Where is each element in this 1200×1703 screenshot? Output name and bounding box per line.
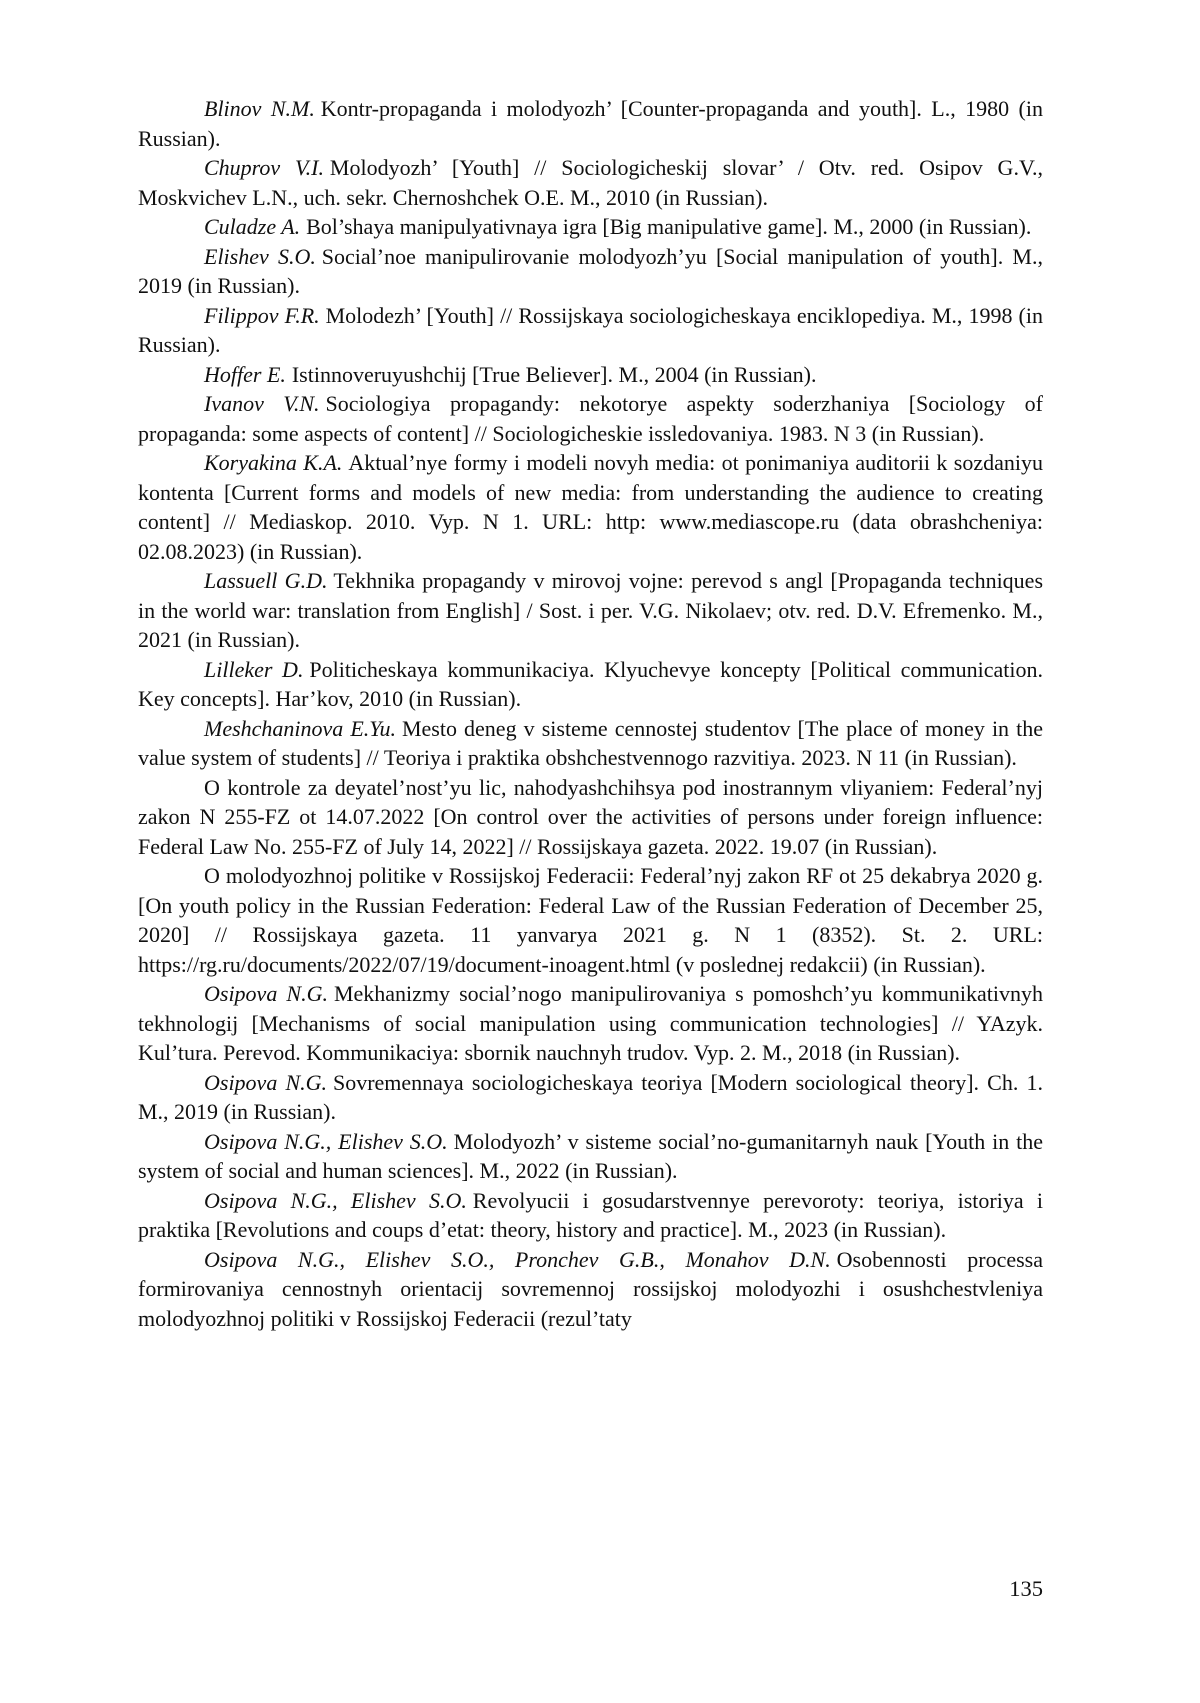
reference-authors: Osipova N.G., Elishev S.O.	[204, 1187, 467, 1213]
reference-entry	[138, 773, 1043, 862]
reference-entry	[138, 1186, 1043, 1245]
reference-authors: Elishev S.O.	[204, 243, 316, 269]
reference-text: O kontrole za deyatel’nost’yu lic, nahodyashchihsya pod inostrannym vliyaniem: Federal’nyj zakon N 255-FZ ot 14.07.2022 [On control over the activities of persons under foreign influence: Federal Law No. 255-FZ of July 14, 2022] // Rossijskaya gazeta. 2022. 19.07 (in Russian).	[138, 774, 1043, 859]
reference-entry	[138, 212, 1043, 242]
reference-text: Sociologiya propagandy: nekotorye aspekty soderzhaniya [Sociology of propaganda: some aspects of content] // Sociologicheskie issledovaniya. 1983. N 3 (in Russian).	[138, 391, 1043, 446]
reference-text: Osobennosti processa formirovaniya cennostnyh orientacij sovremennoj rossijskoj molodyozhi i osushchestvleniya molodyozhnoj politiki v Rossijskoj Federacii (rezul’taty	[138, 1246, 1043, 1331]
reference-entry	[138, 655, 1043, 714]
reference-authors: Chuprov V.I.	[204, 155, 324, 180]
reference-authors: Lilleker D.	[204, 656, 304, 682]
reference-entry	[138, 566, 1043, 655]
reference-entry	[138, 360, 1043, 390]
reference-entry	[138, 714, 1043, 773]
reference-entry	[138, 1068, 1043, 1127]
reference-text: Aktual’nye formy i modeli novyh media: ot ponimaniya auditorii k sozdaniyu kontenta [Current forms and models of new media: from understanding the audience to creating content] // Mediaskop. 2010. Vyp. N 1. URL: http: www.mediascope.ru (data obrashcheniya: 02.08.2023) (in Russian).	[138, 450, 1043, 564]
reference-authors: Osipova N.G.	[204, 981, 328, 1006]
reference-entry	[138, 448, 1043, 566]
reference-text: Molodezh’ [Youth] // Rossijskaya sociologicheskaya enciklopediya. M., 1998 (in Russian).	[138, 302, 1043, 357]
reference-authors: Ivanov V.N.	[204, 391, 320, 416]
reference-authors: Blinov N.M.	[204, 96, 315, 121]
reference-entry	[138, 1127, 1043, 1186]
reference-entry	[138, 301, 1043, 360]
reference-authors: Koryakina K.A.	[204, 450, 343, 475]
reference-authors: Meshchaninova E.Yu.	[204, 715, 397, 741]
reference-text: O molodyozhnoj politike v Rossijskoj Federacii: Federal’nyj zakon RF ot 25 dekabrya 2020 g. [On youth policy in the Russian Federation: Federal Law of the Russian Federation of December 25, 2020] // Rossijskaya gazeta. 11 yanvarya 2021 g. N 1 (8352). St. 2. URL: https://rg.ru/documents/2022/07/19/document-inoagent.html (v poslednej redakcii) (in Russian).	[138, 863, 1043, 977]
reference-text: Mesto deneg v sisteme cennostej studentov [The place of money in the value system of students] // Teoriya i praktika obshchestvennogo razvitiya. 2023. N 11 (in Russian).	[138, 715, 1044, 770]
page-number: 135	[1009, 1576, 1043, 1601]
reference-authors: Filippov F.R.	[204, 302, 320, 328]
reference-text: Molodyozh’ [Youth] // Sociologicheskij slovar’ / Otv. red. Osipov G.V., Moskvichev L.N., uch. sekr. Chernoshchek O.E. M., 2010 (in Russian).	[138, 155, 1043, 210]
reference-authors: Lassuell G.D.	[204, 568, 328, 593]
reference-text: Sovremennaya sociologicheskaya teoriya [Modern sociological theory]. Ch. 1. M., 2019 (in Russian).	[138, 1069, 1043, 1124]
reference-text: Politicheskaya kommunikaciya. Klyuchevye koncepty [Political communication. Key concepts]. Har’kov, 2010 (in Russian).	[138, 656, 1043, 711]
reference-entry	[138, 979, 1043, 1068]
reference-text: Bol’shaya manipulyativnaya igra [Big manipulative game]. M., 2000 (in Russian).	[306, 214, 1032, 239]
references-list	[138, 94, 1043, 1333]
reference-text: Kontr-propaganda i molodyozh’ [Counter-propaganda and youth]. L., 1980 (in Russian).	[138, 96, 1043, 151]
reference-entry	[138, 242, 1043, 301]
reference-entry	[138, 153, 1043, 212]
reference-text: Tekhnika propagandy v mirovoj vojne: perevod s angl [Propaganda techniques in the world war: translation from English] / Sost. i per. V.G. Nikolaev; otv. red. D.V. Efremenko. M., 2021 (in Russian).	[138, 568, 1044, 652]
reference-text: Social’noe manipulirovanie molodyozh’yu [Social manipulation of youth]. M., 2019 (in Russian).	[138, 243, 1043, 298]
reference-authors: Hoffer E.	[204, 361, 286, 387]
reference-authors: Osipova N.G., Elishev S.O., Pronchev G.B., Monahov D.N.	[204, 1246, 831, 1272]
reference-entry	[138, 389, 1043, 448]
reference-text: Molodyozh’ v sisteme social’no-gumanitarnyh nauk [Youth in the system of social and human sciences]. M., 2022 (in Russian).	[138, 1128, 1043, 1183]
reference-entry	[138, 94, 1043, 153]
reference-text: Mekhanizmy social’nogo manipulirovaniya s pomoshch’yu kommunikativnyh tekhnologij [Mechanisms of social manipulation using communication technologies] // YAzyk. Kul’tura. Perevod. Kommunikaciya: sbornik nauchnyh trudov. Vyp. 2. M., 2018 (in Russian).	[138, 981, 1044, 1065]
reference-entry	[138, 861, 1043, 979]
reference-text: Istinnoveruyushchij [True Believer]. M., 2004 (in Russian).	[291, 361, 817, 387]
reference-authors: Culadze A.	[204, 214, 301, 239]
reference-entry	[138, 1245, 1043, 1334]
reference-text: Revolyucii i gosudarstvennye perevoroty: teoriya, istoriya i praktika [Revolutions and coups d’etat: theory, history and practice]. M., 2023 (in Russian).	[138, 1187, 1043, 1242]
reference-authors: Osipova N.G., Elishev S.O.	[204, 1128, 448, 1154]
reference-authors: Osipova N.G.	[204, 1069, 328, 1095]
